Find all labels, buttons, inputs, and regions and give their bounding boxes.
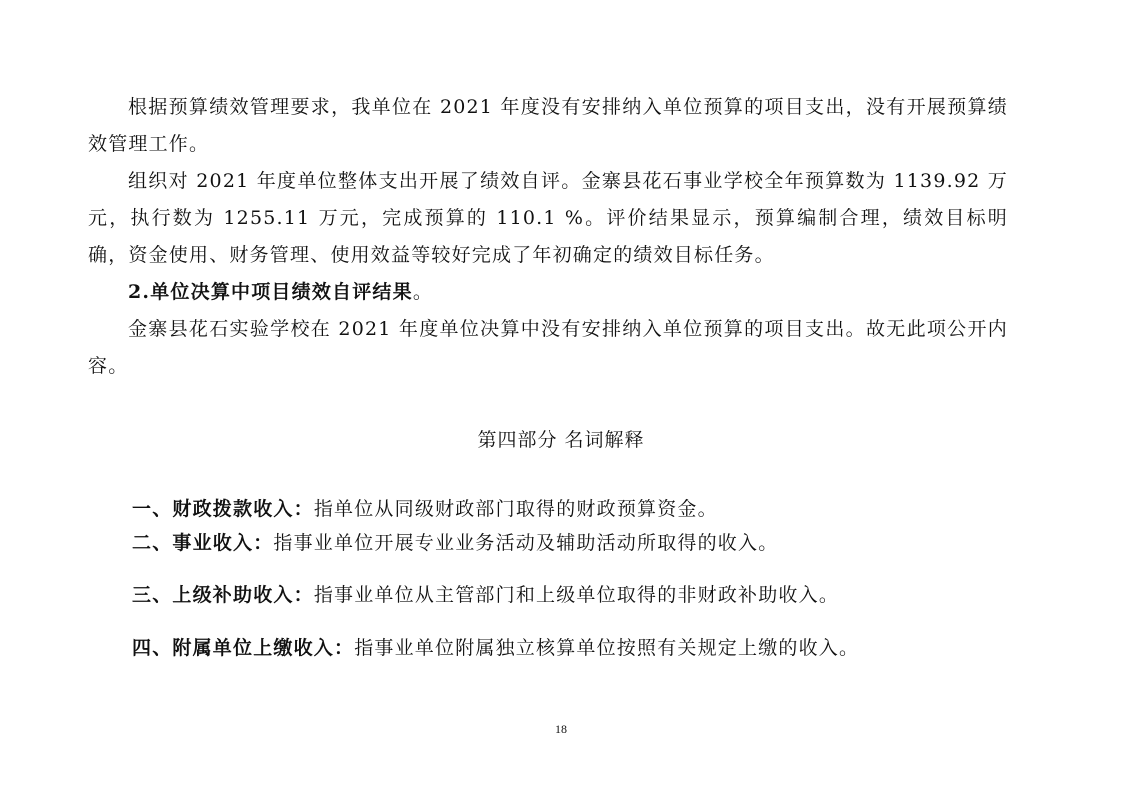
definition-item	[132, 580, 1012, 610]
paragraph-performance-management: 根据预算绩效管理要求，我单位在 2021 年度没有安排纳入单位预算的项目支出，没有开展预算绩效管理工作。	[88, 96, 1008, 155]
definition-item	[132, 633, 1012, 663]
definition-term: 四、附属单位上缴收入：	[132, 637, 355, 659]
subheading-bold-text: 2.单位决算中项目绩效自评结果	[128, 281, 413, 303]
definition-item	[132, 494, 1012, 524]
definition-term: 二、事业收入：	[132, 532, 274, 554]
paragraph-self-evaluation: 组织对 2021 年度单位整体支出开展了绩效自评。金寨县花石事业学校全年预算数为 1139.92 万元，执行数为 1255.11 万元，完成预算的 110.1 %。评价结果显示，预算编制合理，绩效目标明确，资金使用、财务管理、使用效益等较好完成了年初确定的绩效目标任务。	[88, 170, 1008, 266]
subheading-project-evaluation	[88, 274, 1008, 311]
definition-text: 指事业单位开展专业业务活动及辅助活动所取得的收入。	[273, 532, 779, 554]
subheading-tail: 。	[412, 281, 434, 303]
definition-text: 指事业单位从主管部门和上级单位取得的非财政补助收入。	[313, 584, 840, 606]
definition-text: 指单位从同级财政部门取得的财政预算资金。	[313, 498, 718, 520]
definition-text: 指事业单位附属独立核算单位按照有关规定上缴的收入。	[354, 637, 860, 659]
definition-term: 一、财政拨款收入：	[132, 498, 314, 520]
paragraph-no-project-expense: 金寨县花石实验学校在 2021 年度单位决算中没有安排纳入单位预算的项目支出。故无此项公开内容。	[88, 318, 1008, 377]
definition-item	[132, 528, 1012, 558]
section-title: 第四部分 名词解释	[477, 429, 645, 451]
page-number: 18	[555, 722, 567, 736]
definition-term: 三、上级补助收入：	[132, 584, 314, 606]
